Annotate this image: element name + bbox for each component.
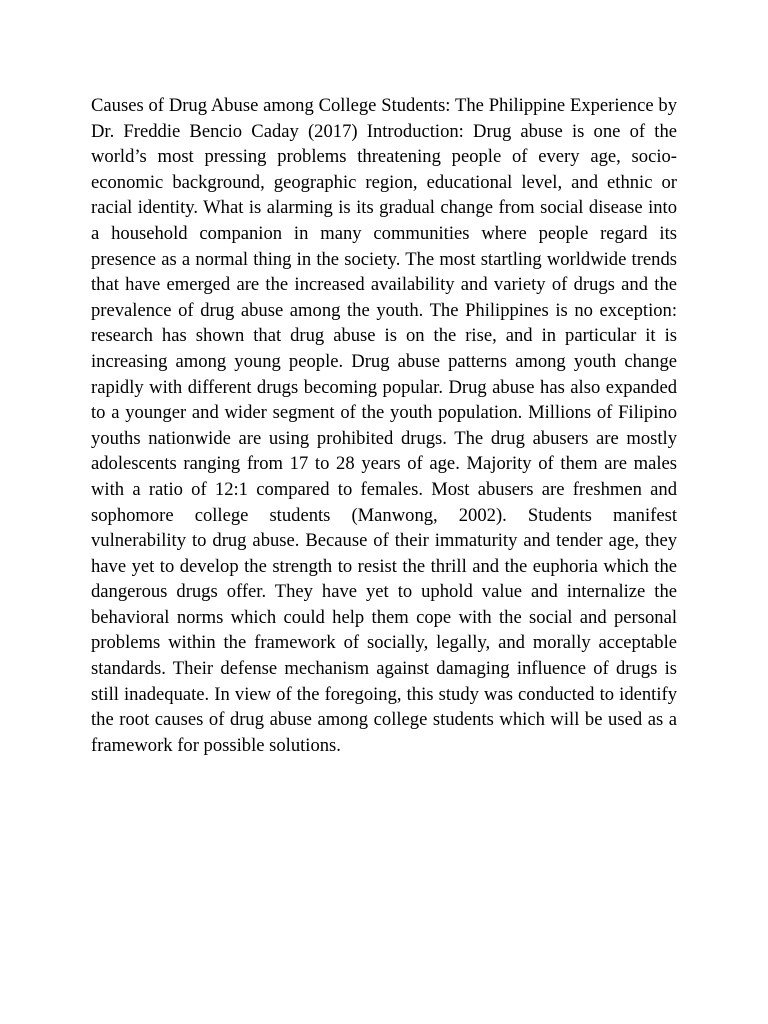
body-paragraph: Causes of Drug Abuse among College Students: The Philippine Experience by Dr. Freddie Bencio Caday (2017) Introduction: Drug abuse is one of the world’s most pressing problems threatening people of every age, socio-economic background, geographic region, educational level, and ethnic or racial identity. What is alarming is its gradual change from social disease into a household companion in many communities where people regard its presence as a normal thing in the society. The most startling worldwide trends that have emerged are the increased availability and variety of drugs and the prevalence of drug abuse among the youth. The Philippines is no exception: research has shown that drug abuse is on the rise, and in particular it is increasing among young people. Drug abuse patterns among youth change rapidly with different drugs becoming popular. Drug abuse has also expanded to a younger and wider segment of the youth population. Millions of Filipino youths nationwide are using prohibited drugs. The drug abusers are mostly adolescents ranging from 17 to 28 years of age. Majority of them are males with a ratio of 12:1 compared to females. Most abusers are freshmen and sophomore college students (Manwong, 2002). Students manifest vulnerability to drug abuse. Because of their immaturity and tender age, they have yet to develop the strength to resist the thrill and the euphoria which the dangerous drugs offer. They have yet to uphold value and internalize the behavioral norms which could help them cope with the social and personal problems within the framework of socially, legally, and morally acceptable standards. Their defense mechanism against damaging influence of drugs is still inadequate. In view of the foregoing, this study was conducted to identify the root causes of drug abuse among college students which will be used as a framework for possible solutions. [91, 95, 677, 756]
